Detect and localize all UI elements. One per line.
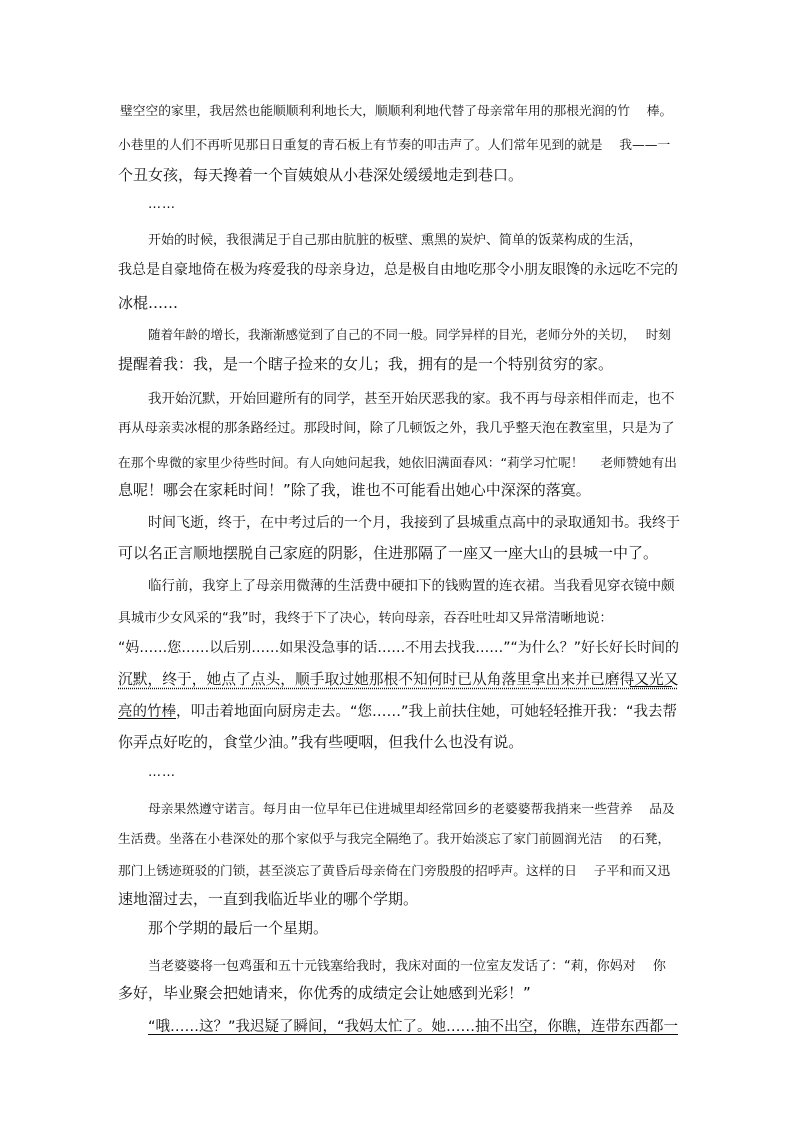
text-line: 提醒着我：我，是一个瞎子捡来的女儿；我，拥有的是一个特别贫穷的家。 [118,355,614,373]
text-line: 我总是自豪地倚在极为疼爱我的母亲身边，总是极自由地吃那令小朋友眼馋的永远吃不完的 [118,262,678,278]
text-line: 那门上锈迹斑驳的门锁，甚至淡忘了黄昏后母亲倚在门旁殷殷的招呼声。这样的日 子平和而又迅 [118,864,671,879]
text-line: “妈……您……以后别……如果没急事的话……不用去找我……”“为什么？”好长好长时间的 [118,640,680,656]
ellipsis: …… [148,197,176,212]
text-line: 冰棍…… [118,294,179,312]
text-line: 随着年龄的增长，我渐渐感觉到了自己的不同一般。同学异样的目光，老师分外的关切， 时刻 [148,327,671,342]
text-line: 璧空空的家里，我居然也能顺顺利利地长大，顺顺利利地代替了母亲常年用的那根光润的竹 棒。 [120,104,673,119]
text-line: 那个学期的最后一个星期。 [148,919,329,937]
text-line: 生活费。坐落在小巷深处的那个家似乎与我完全隔绝了。我开始淡忘了家门前圆润光洁 的石凳， [118,832,671,847]
text-line: 具城市少女风采的“我”时，我终于下了决心，转向母亲，吞吞吐吐却又异常清晰地说： [118,611,613,626]
underline-rule [630,686,672,687]
text-line: 再从母亲卖冰棍的那条路经过。那段时间，除了几顿饭之外，我几乎整天泡在教室里，只是为了 [118,421,675,436]
text-line: 速地溜过去，一直到我临近毕业的哪个学期。 [118,890,419,908]
text-line-underlined: 沉默，终于，她点了点头，顺手取过她那根不知何时已从角落里拿出来并已磨得又光又 [118,671,679,688]
text-line: 在那个卑微的家里少待些时间。有人向她问起我，她依旧满面春风：“莉学习忙呢！ 老师赞她有出 [118,456,677,471]
text-line-underlined: “哦……这？”我迟疑了瞬间，“我妈太忙了。她……抽不出空，你瞧，连带东西都一 [148,1019,679,1035]
text-line: 多好，毕业聚会把她请来，你优秀的成绩定会让她感到光彩！” [118,984,531,1002]
text-line: 母亲果然遵守诺言。每月由一位早年已住进城里却经常回乡的老婆婆帮我捎来一些营养 品及 [148,802,675,817]
text-line: 息呢！哪会在家耗时间！”除了我，谁也不可能看出她心中深深的落寞。 [118,481,591,499]
text-line: 亮的竹棒，叩击着地面向厨房走去。“您……”我上前扶住她，可她轻轻推开我：“我去帮 [118,704,678,720]
text-line: 我开始沉默，开始回避所有的同学，甚至开始厌恶我的家。我不再与母亲相伴而走，也不 [148,391,675,407]
text-line: 时间飞逝，终于，在中考过后的一个月，我接到了县城重点高中的录取通知书。我终于 [148,515,680,531]
text-line: 临行前，我穿上了母亲用微薄的生活费中硬扣下的钱购置的连衣裙。当我看见穿衣镜中颇 [148,578,675,594]
text-line: 你弄点好吃的，食堂少油。”我有些哽咽，但我什么也没有说。 [118,733,524,751]
text-line: 可以名正言顺地摆脱自己家庭的阴影，住进那隔了一座又一座大山的县城一中了。 [118,544,659,562]
text-line: 当老婆婆将一包鸡蛋和五十元钱塞给我时，我床对面的一位室友发话了：“莉，你妈对 你 [148,959,666,974]
text-line: 小巷里的人们不再听见那日日重复的青石板上有节奏的叩击声了。人们常年见到的就是 我——一 [118,138,671,153]
underline-rule [118,718,176,719]
ellipsis: …… [148,765,176,780]
text-line: 个丑女孩，每天搀着一个盲姨娘从小巷深处缓缓地走到巷口。 [118,166,524,184]
text-line: 开始的时候，我很满足于自己那由肮脏的板壁、熏黑的炭炉、简单的饭菜构成的生活， [148,233,643,248]
